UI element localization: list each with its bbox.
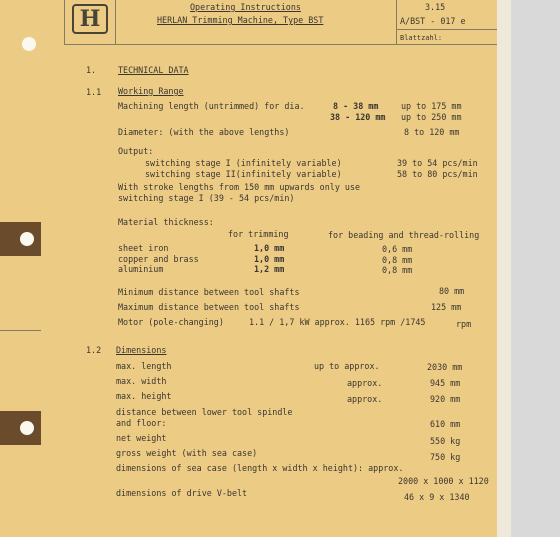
stroke-note-line-2: switching stage I (39 - 54 pcs/min) [118, 193, 295, 203]
motor-label: Motor (pole-changing) [118, 317, 224, 327]
max-height-value: 920 mm [430, 394, 461, 404]
material-name-2: copper and brass [118, 254, 199, 264]
material-name-3: aluminium [118, 264, 164, 274]
max-width-label: max. width [116, 376, 167, 386]
min-distance-value: 80 mm [439, 286, 465, 296]
material-trim-2: 1,0 mm [254, 254, 285, 264]
material-bead-1: 0,6 mm [382, 244, 413, 254]
header-divider-right [396, 0, 397, 44]
punch-hole-top [22, 37, 36, 51]
vbelt-label: dimensions of drive V-belt [116, 488, 248, 498]
vbelt-value: 46 x 9 x 1340 [404, 492, 470, 502]
max-distance-label: Maximum distance between tool shafts [118, 302, 300, 312]
material-trim-3: 1,2 mm [254, 264, 285, 274]
material-bead-2: 0,8 mm [382, 255, 413, 265]
min-distance-label: Minimum distance between tool shafts [118, 287, 300, 297]
max-length-qualifier: up to approx. [314, 361, 380, 371]
output-label: Output: [118, 146, 154, 156]
doc-type-label: Operating Instructions [190, 2, 301, 12]
gross-weight-value: 750 kg [430, 452, 461, 462]
machining-val-1: up to 175 mm [401, 101, 462, 111]
output-stage-1-label: switching stage I (infinitely variable) [145, 158, 342, 168]
section-title: TECHNICAL DATA [118, 65, 189, 75]
max-height-qualifier: approx. [347, 394, 383, 404]
motor-value: 1.1 / 1,7 kW approx. 1165 rpm /1745 [249, 317, 426, 327]
net-weight-label: net weight [116, 433, 167, 443]
output-stage-2-label: switching stage II(infinitely variable) [145, 169, 342, 179]
diameter-value: 8 to 120 mm [404, 127, 460, 137]
binder-tab-lower [0, 411, 41, 445]
machining-dia-2: 38 - 120 mm [330, 112, 386, 122]
header-mid-rule [396, 29, 497, 30]
output-stage-2-value: 58 to 80 pcs/min [397, 169, 478, 179]
sea-case-value: 2000 x 1000 x 1120 [398, 476, 489, 486]
page-edge [497, 0, 511, 537]
max-height-label: max. height [116, 391, 172, 401]
gross-weight-label: gross weight (with sea case) [116, 448, 258, 458]
max-length-label: max. length [116, 361, 172, 371]
spindle-value: 610 mm [430, 419, 461, 429]
binder-tab-upper [0, 222, 41, 256]
column-trimming: for trimming [228, 229, 289, 239]
machine-title: HERLAN Trimming Machine, Type BST [157, 15, 324, 25]
spindle-label-line-2: and floor: [116, 418, 167, 428]
subsection-number-2: 1.2 [86, 345, 102, 355]
machining-length-label: Machining length (untrimmed) for dia. [118, 101, 305, 111]
max-width-value: 945 mm [430, 378, 461, 388]
material-trim-1: 1,0 mm [254, 243, 285, 253]
subsection-title: Working Range [118, 86, 184, 96]
max-length-value: 2030 mm [427, 362, 463, 372]
page-number: 3.15 [425, 2, 446, 12]
subsection-number: 1.1 [86, 87, 102, 97]
max-distance-value: 125 mm [431, 302, 462, 312]
stroke-note-line-1: With stroke lengths from 150 mm upwards only use [118, 182, 361, 192]
max-width-qualifier: approx. [347, 378, 383, 388]
material-name-1: sheet iron [118, 243, 169, 253]
herlan-logo: H [72, 4, 108, 34]
margin-rule [0, 330, 41, 331]
section-number: 1. [86, 65, 97, 75]
header-left-rule [64, 0, 65, 44]
dimensions-title: Dimensions [116, 345, 167, 355]
spindle-label-line-1: distance between lower tool spindle [116, 407, 293, 417]
punch-hole [20, 232, 34, 246]
net-weight-value: 550 kg [430, 436, 461, 446]
column-beading: for beading and thread-rolling [328, 230, 480, 240]
output-stage-1-value: 39 to 54 pcs/min [397, 158, 478, 168]
diameter-label: Diameter: (with the above lengths) [118, 127, 290, 137]
document-number: A/BST - 017 e [400, 16, 466, 26]
sea-case-label: dimensions of sea case (length x width x height): approx. [116, 463, 404, 473]
sheet-count-label: Blattzahl: [400, 34, 443, 42]
header-bottom-rule [64, 44, 497, 45]
material-thickness-label: Material thickness: [118, 217, 214, 227]
punch-hole [20, 421, 34, 435]
material-bead-3: 0,8 mm [382, 265, 413, 275]
machining-val-2: up to 250 mm [401, 112, 462, 122]
header-divider-left [115, 0, 116, 44]
motor-unit: rpm [456, 319, 472, 329]
machining-dia-1: 8 - 38 mm [333, 101, 379, 111]
